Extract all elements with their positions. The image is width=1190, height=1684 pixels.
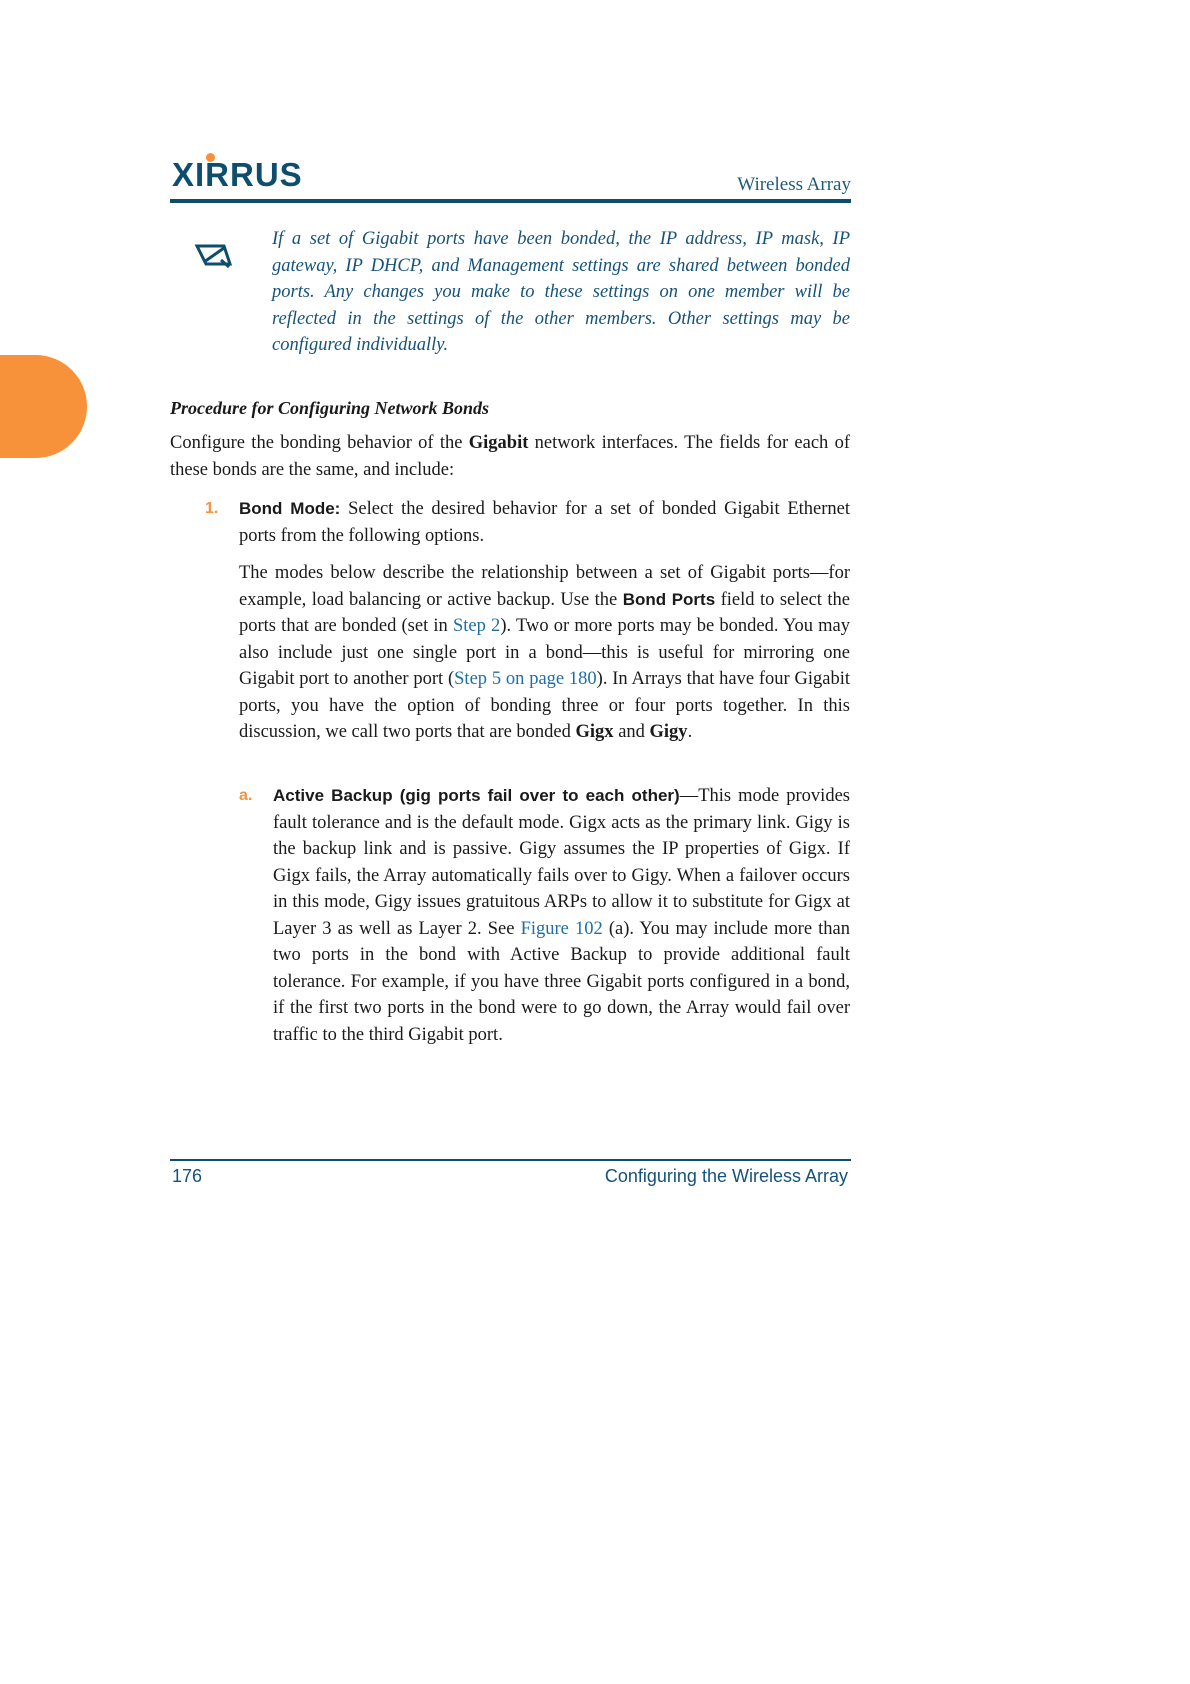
intro-gigabit: Gigabit (468, 433, 529, 453)
intro-text-2: network interfaces. The fields for each of these bonds are the same, and include: (170, 433, 850, 480)
active-backup-text-1: —This mode provides fault tolerance and is the default mode. Gigx acts as the primary link. Gigy is the backup link and is passive. Gigy assumes the IP properties of Gigx. If Gigx fails, the Array automatically fails over to Gigy. When a failover occurs in this mode, Gigy issues gratuitous ARPs to allow it to substitute for Gigx at Layer 3 as well as Layer 2. See (273, 786, 850, 939)
gigy-term: Gigy (649, 722, 688, 742)
modes-text-2: field to select the ports that are bonded (set in (239, 589, 851, 636)
intro-text-1: Configure the bonding behavior of the (170, 433, 469, 453)
page-number: 176 (172, 1166, 203, 1186)
modes-text-4: ). In Arrays that have four Gigabit ports, you have the option of bonding three or four ports together. In this discussion, we call two ports that are bonded (239, 669, 850, 742)
modes-text-1: The modes below describe the relationship between a set of Gigabit ports—for example, load balancing or active backup. Use the (239, 563, 850, 610)
header-rule (170, 199, 851, 203)
intro-paragraph (170, 430, 850, 483)
step-number: 1. (205, 500, 219, 517)
footer-title: Configuring the Wireless Array (604, 1166, 848, 1186)
xirrus-logo: XIRRUS (172, 156, 303, 193)
pencil-note-icon (194, 240, 234, 270)
bond-mode-text: Select the desired behavior for a set of bonded Gigabit Ethernet ports from the following options. (239, 499, 851, 546)
step-bond-mode (239, 496, 850, 549)
active-backup-paragraph (273, 783, 850, 1048)
active-backup-text-2: (a). You may include more than two ports in the bond with Active Backup to provide additional fault tolerance. For example, if you have three Gigabit ports configured in a bond, if the first two ports in the bond were to go down, the Array would fail over traffic to the third Gigabit port. (273, 918, 850, 1045)
header-title: Wireless Array (737, 174, 851, 195)
modes-text-6: . (687, 722, 693, 742)
substep-letter: a. (239, 787, 253, 804)
chapter-side-tab (0, 355, 87, 458)
modes-text-5: and (613, 722, 650, 742)
footer-rule (170, 1159, 851, 1161)
bond-ports-label: Bond Ports (622, 589, 716, 609)
bond-mode-label: Bond Mode: (239, 499, 341, 518)
modes-text-3: ). Two or more ports may be bonded. You may also include just one single port in a bond—this is useful for mirroring one Gigabit port to another port ( (239, 616, 851, 689)
step-2-link[interactable]: Step 2 (452, 616, 501, 636)
active-backup-label: Active Backup (gig ports fail over to each other) (273, 786, 680, 805)
gigx-term: Gigx (575, 722, 614, 742)
figure-102-link[interactable]: Figure 102 (520, 918, 603, 939)
step-5-link[interactable]: Step 5 on page 180 (454, 669, 597, 689)
modes-paragraph (239, 560, 850, 746)
section-heading: Procedure for Configuring Network Bonds (170, 398, 490, 418)
note-text: If a set of Gigabit ports have been bonded, the IP address, IP mask, IP gateway, IP DHCP, and Management settings are shared between bonded ports. Any changes you make to these settings on one member will be reflected in the settings of the other members. Other settings may be configured individually. (272, 229, 850, 356)
